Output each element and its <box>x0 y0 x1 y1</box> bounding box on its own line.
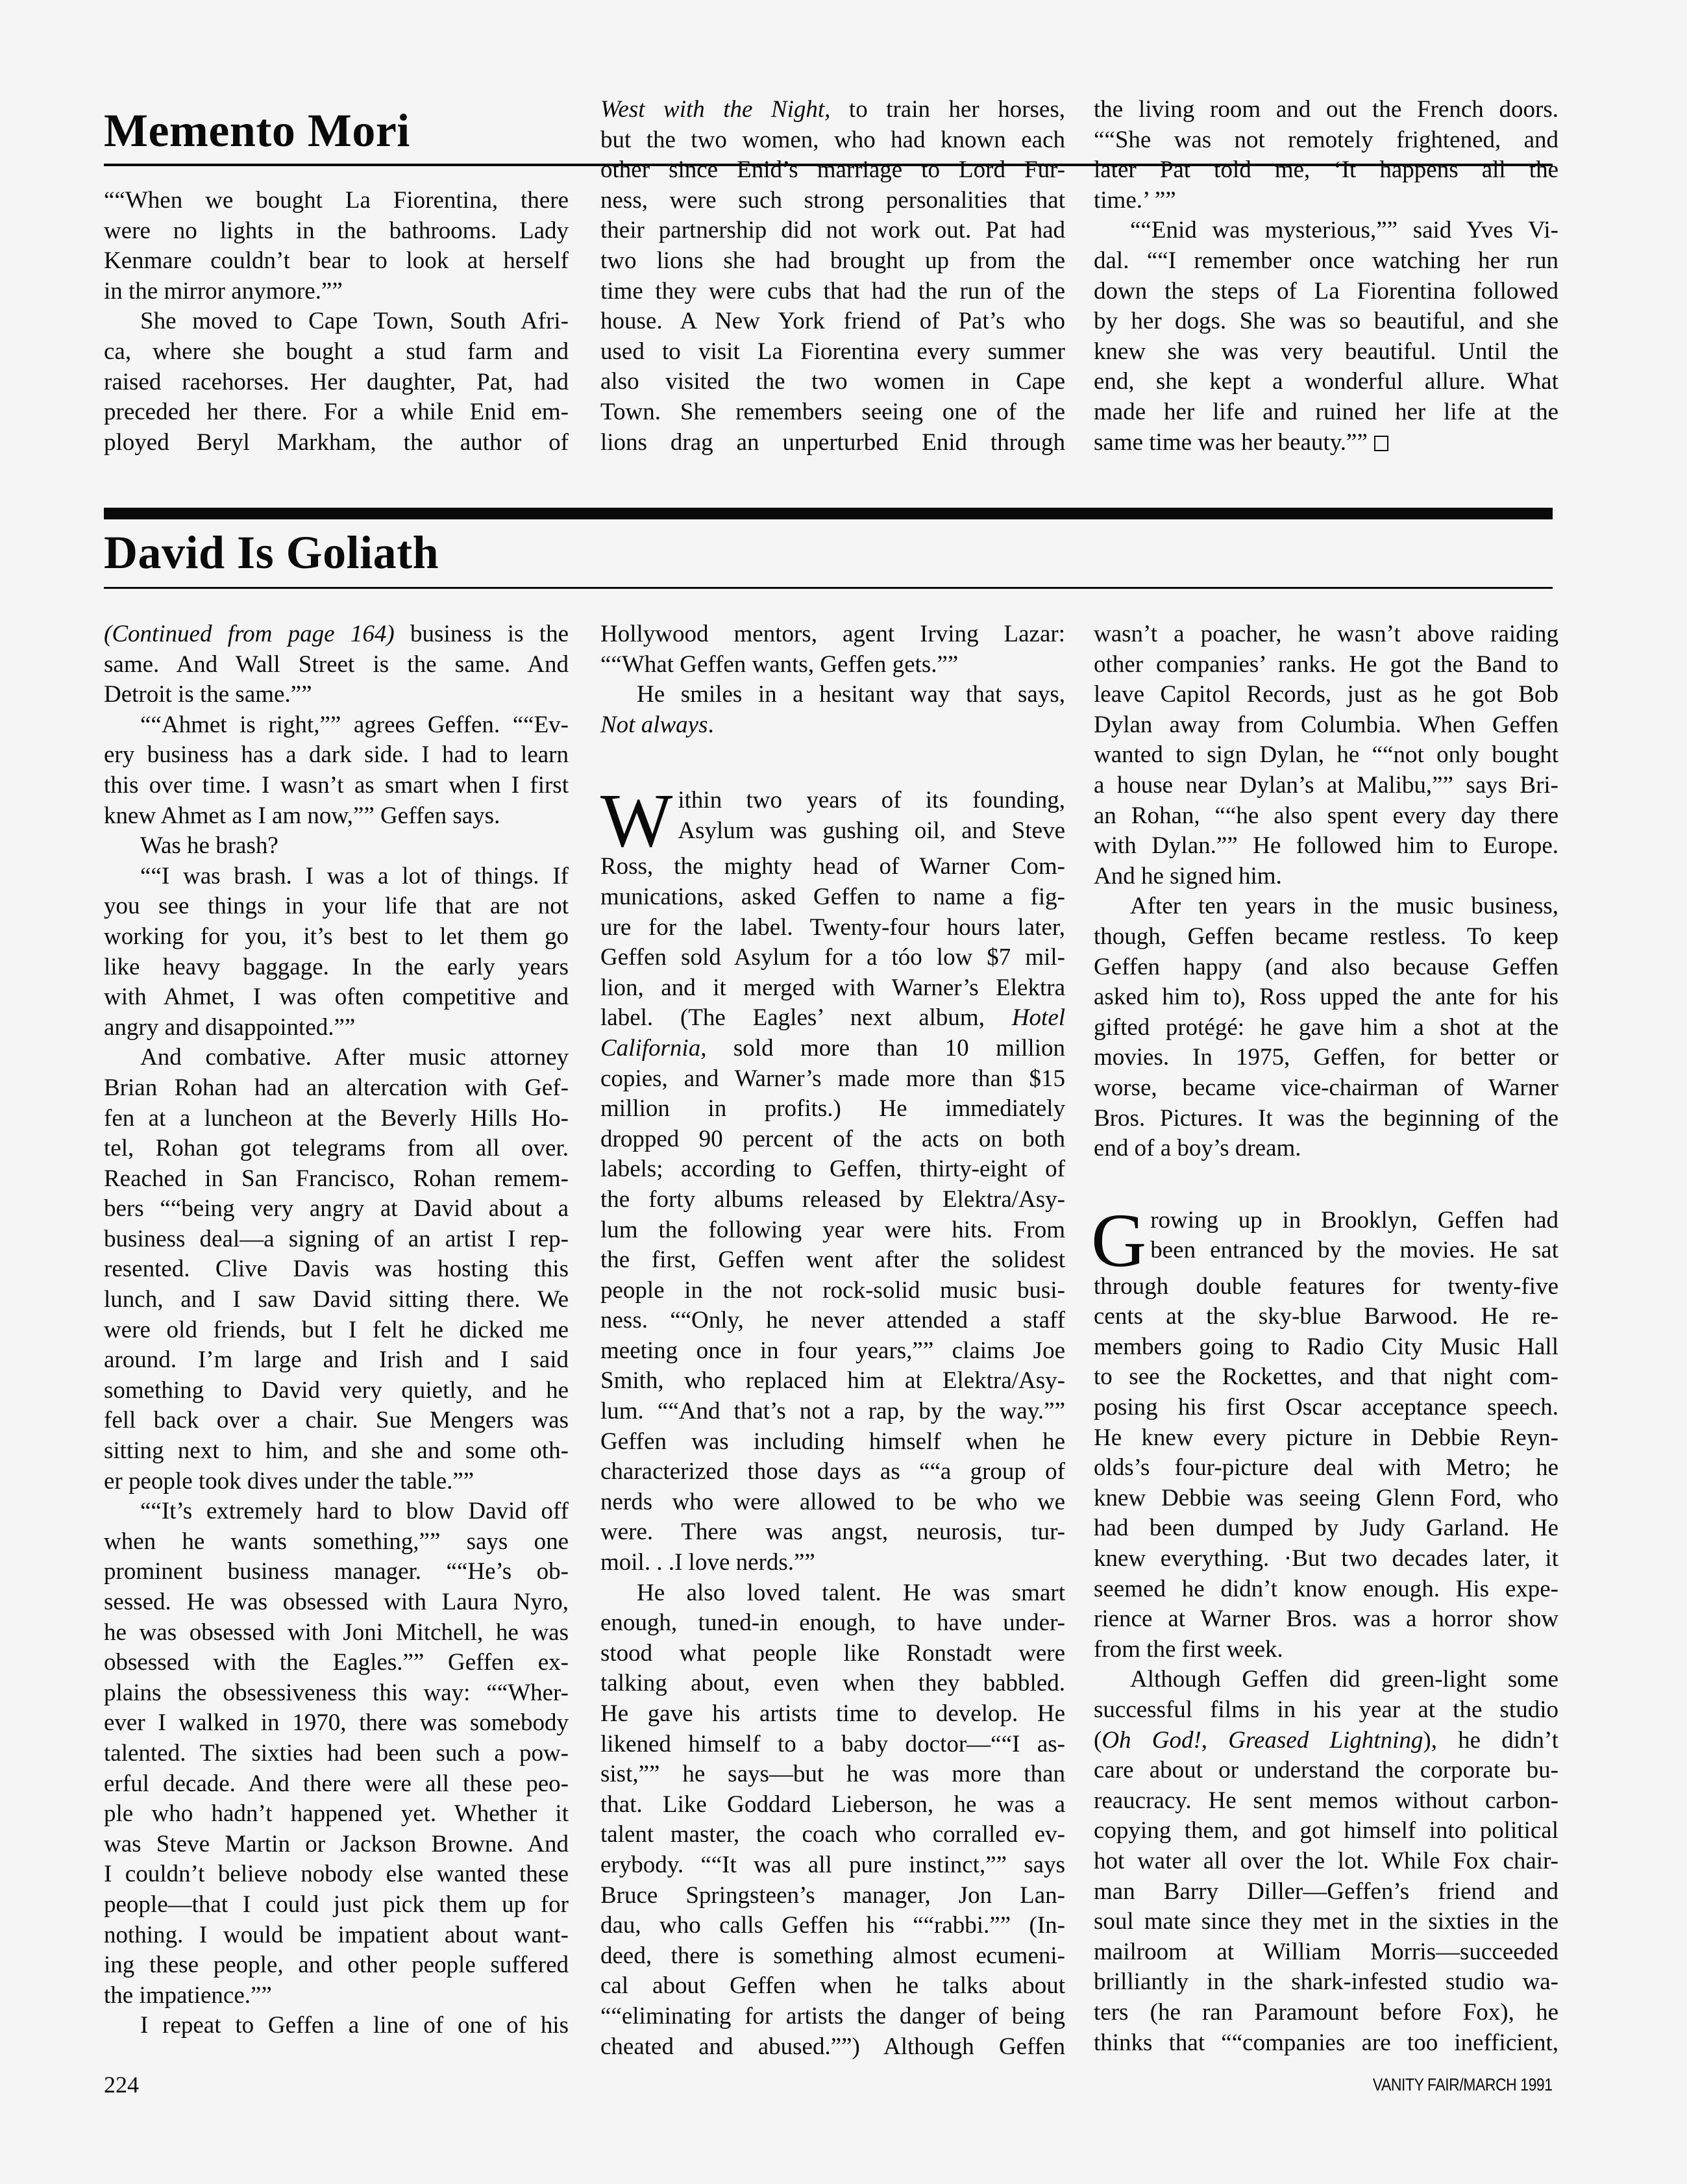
text-line: fen at a luncheon at the Beverly Hills Ho- <box>104 1104 569 1132</box>
text-line: cents at the sky-blue Barwood. He re- <box>1094 1303 1558 1330</box>
text-span: ( <box>1094 1726 1102 1754</box>
text-line: around. I’m large and Irish and I said <box>104 1346 569 1374</box>
text-line <box>1094 428 1558 458</box>
section-divider-bar <box>104 508 1553 519</box>
text-line: After ten years in the music business, <box>1130 893 1558 920</box>
book-title: West with the Night, <box>600 96 831 123</box>
text-line: thinks that ““companies are too inefficient, <box>1094 2029 1558 2056</box>
text-line: talent master, the coach who corralled ev- <box>600 1821 1065 1848</box>
text-line: And he signed him. <box>1094 862 1282 889</box>
text-line: the forty albums released by Elektra/Asy- <box>600 1185 1065 1213</box>
text-line: Town. She remembers seeing one of the <box>600 398 1065 425</box>
text-line: the impatience.”” <box>104 1981 272 2009</box>
text-line: deed, there is something almost ecumeni- <box>600 1942 1065 1969</box>
text-line: stood what people like Ronstadt were <box>600 1639 1065 1667</box>
text-line: sitting next to him, and she and some oth- <box>104 1437 569 1465</box>
memento-column-3 <box>1094 95 1558 458</box>
text-span: same time was her beauty.”” <box>1094 428 1368 456</box>
text-line: Reached in San Francisco, Rohan remem- <box>104 1165 569 1192</box>
text-line: ure for the label. Twenty-four hours later, <box>600 913 1065 941</box>
goliath-column-2 <box>600 619 1065 2062</box>
text-line: Was he brash? <box>140 832 278 860</box>
text-line: lions drag an unperturbed Enid through <box>600 428 1065 456</box>
film-title: Greased Lightning <box>1228 1726 1423 1754</box>
album-title: Hotel <box>1011 1004 1065 1032</box>
text-line: soul mate since they met in the sixties in the <box>1094 1908 1558 1935</box>
text-line: ithin two years of its founding, <box>678 787 1065 814</box>
text-line: people in the not rock-solid music busi- <box>600 1276 1065 1304</box>
text-line <box>600 1003 1065 1034</box>
article-title-memento-mori: Memento Mori <box>104 105 410 156</box>
hollow-square-end-mark-icon <box>1374 436 1388 451</box>
text-line: a house near Dylan’s at Malibu,”” says Bri- <box>1094 771 1558 799</box>
continuation-note: (Continued from page 164) <box>104 621 395 647</box>
text-line <box>600 1034 1065 1064</box>
text-line: ““It’s extremely hard to blow David off <box>140 1498 569 1525</box>
text-line: gifted protégé: he gave him a shot at the <box>1094 1013 1558 1041</box>
text-line: ple who hadn’t happened yet. Whether it <box>104 1800 569 1828</box>
text-line: been entranced by the movies. He sat <box>1150 1237 1558 1264</box>
text-span: business is the <box>394 621 569 647</box>
text-span: . <box>708 711 714 738</box>
text-line: ““eliminating for artists the danger of being <box>600 2002 1065 2029</box>
text-line: er people took dives under the table.”” <box>104 1467 474 1495</box>
publication-credit: VANITY FAIR/MARCH 1991 <box>1373 2075 1553 2094</box>
text-line: Geffen happy (and also because Geffen <box>1094 953 1558 980</box>
text-line: munications, asked Geffen to name a fig- <box>600 883 1065 910</box>
text-line <box>1094 1726 1558 1756</box>
text-line: time.’ ”” <box>1094 186 1176 214</box>
text-line: erful decade. And there were all these peo- <box>104 1770 569 1797</box>
text-line: when he wants something,”” says one <box>104 1528 569 1555</box>
page-number: 224 <box>104 2072 139 2098</box>
text-line: in the mirror anymore.”” <box>104 277 343 304</box>
text-line: working for you, it’s best to let them go <box>104 923 569 950</box>
text-line: Ross, the mighty head of Warner Com- <box>600 853 1065 880</box>
text-line: leave Capitol Records, just as he got Bob <box>1094 681 1558 708</box>
text-line: used to visit La Fiorentina every summer <box>600 338 1065 365</box>
text-line: he was obsessed with Joni Mitchell, he was <box>104 1619 569 1646</box>
text-line: angry and disappointed.”” <box>104 1013 356 1041</box>
goliath-column-3 <box>1091 619 1558 2058</box>
text-span: ), he didn’t <box>1423 1726 1558 1754</box>
text-line: ““She was not remotely frightened, and <box>1094 126 1558 153</box>
text-line: were no lights in the bathrooms. Lady <box>104 217 569 244</box>
text-line: Bruce Springsteen’s manager, Jon Lan- <box>600 1881 1065 1909</box>
text-line: house. A New York friend of Pat’s who <box>600 308 1065 335</box>
text-line: lion, and it merged with Warner’s Elektra <box>600 974 1065 1001</box>
text-line: Detroit is the same.”” <box>104 681 312 708</box>
text-line: later Pat told me, ‘It happens all the <box>1094 156 1558 184</box>
text-line: an Rohan, ““he also spent every day there <box>1094 802 1558 829</box>
text-line: made her life and ruined her life at the <box>1094 398 1558 425</box>
title-rule <box>104 587 1553 589</box>
drop-cap-letter: W <box>600 778 673 863</box>
text-line: had been dumped by Judy Garland. He <box>1094 1515 1558 1542</box>
text-line: bers ““being very angry at David about a <box>104 1195 569 1222</box>
text-line: cal about Geffen when he talks about <box>600 1972 1065 2000</box>
text-line: asked him to), Ross upped the ante for his <box>1094 984 1558 1011</box>
text-line: their partnership did not work out. Pat had <box>600 217 1065 244</box>
text-line: copies, and Warner’s made more than $15 <box>600 1065 1065 1092</box>
text-line: characterized those days as ““a group of <box>600 1458 1065 1485</box>
text-line: end, she kept a wonderful allure. What <box>1094 368 1558 395</box>
italic-phrase: Not always <box>600 711 708 738</box>
text-line: hot water all over the lot. While Fox chair- <box>1094 1847 1558 1874</box>
text-line: dal. ““I remember once watching her run <box>1094 247 1558 274</box>
drop-cap-paragraph <box>1091 1197 1558 1283</box>
text-line: something to David very quietly, and he <box>104 1376 569 1404</box>
text-line: knew she was very beautiful. Until the <box>1094 338 1558 365</box>
text-line: rowing up in Brooklyn, Geffen had <box>1150 1206 1558 1234</box>
text-line: He gave his artists time to develop. He <box>600 1700 1065 1727</box>
text-line: reaucracy. He sent memos without carbon- <box>1094 1787 1558 1814</box>
text-line: nothing. I would be impatient about want- <box>104 1921 569 1948</box>
article-title-david-is-goliath: David Is Goliath <box>104 527 439 578</box>
text-span: sold more than 10 million <box>706 1034 1065 1061</box>
film-title: Oh God! <box>1102 1726 1201 1754</box>
text-line: resented. Clive Davis was hosting this <box>104 1256 569 1283</box>
text-line: lum. ““And that’s not a rap, by the way.”” <box>600 1398 1065 1425</box>
text-line: I repeat to Geffen a line of one of his <box>140 2012 569 2039</box>
text-line: ““I was brash. I was a lot of things. If <box>140 862 569 889</box>
text-line: with Dylan.”” He followed him to Europe. <box>1094 832 1558 860</box>
goliath-column-1 <box>104 619 569 2041</box>
text-line: were. There was angst, neurosis, tur- <box>600 1519 1065 1546</box>
text-line: down the steps of La Fiorentina followed <box>1094 277 1558 304</box>
text-line: were old friends, but I felt he dicked me <box>104 1316 569 1343</box>
text-line: talented. The sixties had been such a pow- <box>104 1739 569 1767</box>
text-line: meeting once in four years,”” claims Joe <box>600 1337 1065 1364</box>
text-line: tel, Rohan got telegrams from all over. <box>104 1135 569 1162</box>
text-line: rience at Warner Bros. was a horror show <box>1094 1606 1558 1633</box>
text-line: worse, became vice-chairman of Warner <box>1094 1074 1558 1101</box>
memento-column-1 <box>104 186 569 458</box>
text-line: though, Geffen became restless. To keep <box>1094 923 1558 950</box>
text-line: Brian Rohan had an altercation with Gef- <box>104 1074 569 1101</box>
album-title: California, <box>600 1034 707 1061</box>
text-line: Geffen was including himself when he <box>600 1428 1065 1455</box>
text-line: the first, Geffen went after the solidest <box>600 1247 1065 1274</box>
text-line: time they were cubs that had the run of the <box>600 277 1065 304</box>
text-line: raised racehorses. Her daughter, Pat, had <box>104 368 569 395</box>
text-line: And combative. After music attorney <box>140 1044 569 1071</box>
text-line: sessed. He was obsessed with Laura Nyro, <box>104 1589 569 1615</box>
text-line: He also loved talent. He was smart <box>637 1579 1065 1606</box>
text-line: plains the obsessiveness this way: ““Wher- <box>104 1679 569 1706</box>
text-line: copying them, and got himself into political <box>1094 1817 1558 1844</box>
text-line: ““Enid was mysterious,”” said Yves Vi- <box>1130 217 1558 244</box>
text-line: brilliantly in the shark-infested studio wa- <box>1094 1968 1558 1996</box>
text-line: was Steve Martin or Jackson Browne. And <box>104 1830 569 1857</box>
text-line: Hollywood mentors, agent Irving Lazar: <box>600 621 1065 647</box>
text-line: enough, tuned-in enough, to have under- <box>600 1609 1065 1637</box>
text-span: label. (The Eagles’ next album, <box>600 1004 985 1032</box>
text-line: movies. In 1975, Geffen, for better or <box>1094 1044 1558 1071</box>
text-line: successful films in his year at the studio <box>1094 1696 1558 1723</box>
text-line: likened himself to a baby doctor—““I as- <box>600 1730 1065 1757</box>
text-line: He knew every picture in Debbie Reyn- <box>1094 1424 1558 1451</box>
text-line: I couldn’t believe nobody else wanted these <box>104 1861 569 1888</box>
section-gap <box>1094 1164 1558 1206</box>
text-line: through double features for twenty-five <box>1094 1272 1558 1300</box>
text-line: posing his first Oscar acceptance speech. <box>1094 1394 1558 1421</box>
text-line: to see the Rockettes, and that night com- <box>1094 1363 1558 1391</box>
text-line: you see things in your life that are not <box>104 893 569 920</box>
text-line: labels; according to Geffen, thirty-eight of <box>600 1156 1065 1183</box>
text-line: dropped 90 percent of the acts on both <box>600 1125 1065 1152</box>
text-line <box>600 95 1065 125</box>
text-line: Kenmare couldn’t bear to look at herself <box>104 247 569 275</box>
text-line: ““When we bought La Fiorentina, there <box>104 187 569 214</box>
text-line: nerds who were allowed to be who we <box>600 1488 1065 1515</box>
text-line: wanted to sign Dylan, he ““not only bought <box>1094 741 1558 769</box>
text-line: cheated and abused.””) Although Geffen <box>600 2033 1065 2060</box>
text-line: She moved to Cape Town, South Afri- <box>140 308 569 335</box>
text-line: ployed Beryl Markham, the author of <box>104 428 569 456</box>
text-line: care about or understand the corporate bu- <box>1094 1757 1558 1784</box>
text-line: ““Ahmet is right,”” agrees Geffen. ““Ev- <box>140 711 569 738</box>
text-line: that. Like Goddard Lieberson, he was a <box>600 1791 1065 1818</box>
text-line: like heavy baggage. In the early years <box>104 953 569 980</box>
text-line: people—that I could just pick them up for <box>104 1891 569 1918</box>
text-line: ness. ““Only, he never attended a staff <box>600 1307 1065 1334</box>
text-line: erybody. ““It was all pure instinct,”” says <box>600 1851 1065 1878</box>
text-line: obsessed with the Eagles.”” Geffen ex- <box>104 1649 569 1676</box>
text-line: with Ahmet, I was often competitive and <box>104 984 569 1011</box>
text-line: mailroom at William Morris—succeeded <box>1094 1938 1558 1965</box>
text-line: same. And Wall Street is the same. And <box>104 651 569 678</box>
text-line: Dylan away from Columbia. When Geffen <box>1094 711 1558 738</box>
text-line: sist,”” he says—but he was more than <box>600 1761 1065 1788</box>
text-line: ing these people, and other people suffered <box>104 1952 569 1979</box>
memento-column-2 <box>600 95 1065 458</box>
text-line: other since Enid’s marriage to Lord Fur- <box>600 156 1065 184</box>
text-line: this over time. I wasn’t as smart when I first <box>104 771 569 799</box>
text-line: knew Debbie was seeing Glenn Ford, who <box>1094 1484 1558 1511</box>
text-line: Bros. Pictures. It was the beginning of the <box>1094 1104 1558 1132</box>
text-line: also visited the two women in Cape <box>600 368 1065 395</box>
text-line: but the two women, who had known each <box>600 126 1065 153</box>
text-line: lunch, and I saw David sitting there. We <box>104 1286 569 1313</box>
text-line <box>600 710 1065 741</box>
text-line: Asylum was gushing oil, and Steve <box>678 817 1065 844</box>
text-line: Smith, who replaced him at Elektra/Asy- <box>600 1367 1065 1395</box>
text-line: seemed he didn’t know enough. His expe- <box>1094 1575 1558 1602</box>
text-line: fell back over a chair. Sue Mengers was <box>104 1407 569 1434</box>
text-line: He smiles in a hesitant way that says, <box>637 681 1065 708</box>
text-line: other companies’ ranks. He got the Band to <box>1094 651 1558 678</box>
text-line: man Barry Diller—Geffen’s friend and <box>1094 1878 1558 1905</box>
text-span: to train her horses, <box>830 96 1065 123</box>
text-line: ca, where she bought a stud farm and <box>104 338 569 365</box>
text-line: business deal—a signing of an artist I rep- <box>104 1225 569 1252</box>
text-line: two lions she had brought up from the <box>600 247 1065 274</box>
text-line: the living room and out the French doors. <box>1094 96 1558 123</box>
text-line: Although Geffen did green-light some <box>1130 1666 1558 1693</box>
text-line: knew Ahmet as I am now,”” Geffen says. <box>104 802 500 829</box>
text-line: end of a boy’s dream. <box>1094 1135 1301 1162</box>
text-line: Geffen sold Asylum for a tóo low $7 mil- <box>600 944 1065 971</box>
text-line: moil. . .I love nerds.”” <box>600 1549 815 1576</box>
text-line: talking about, even when they babbled. <box>600 1670 1065 1697</box>
drop-cap-letter: G <box>1091 1197 1147 1283</box>
text-line: ters (he ran Paramount before Fox), he <box>1094 1998 1558 2026</box>
text-line: from the first week. <box>1094 1635 1283 1663</box>
text-line: wasn’t a poacher, he wasn’t above raiding <box>1094 621 1558 647</box>
text-line: lum the following year were hits. From <box>600 1216 1065 1243</box>
text-line: dau, who calls Geffen his ““rabbi.”” (In- <box>600 1912 1065 1939</box>
text-line: olds’s four-picture deal with Metro; he <box>1094 1454 1558 1482</box>
text-line: million in profits.) He immediately <box>600 1095 1065 1123</box>
text-line: prominent business manager. ““He’s ob- <box>104 1558 569 1585</box>
text-line: ““What Geffen wants, Geffen gets.”” <box>600 651 959 678</box>
text-line: by her dogs. She was so beautiful, and she <box>1094 308 1558 335</box>
text-line: ery business has a dark side. I had to learn <box>104 741 569 769</box>
text-line: preceded her there. For a while Enid em- <box>104 399 569 426</box>
text-span: , <box>1201 1726 1229 1754</box>
text-line: knew everything. ·But two decades later, it <box>1094 1545 1558 1572</box>
drop-cap-paragraph <box>600 778 1065 863</box>
text-line <box>104 619 569 650</box>
text-line: members going to Radio City Music Hall <box>1094 1333 1558 1360</box>
text-line: ness, were such strong personalities that <box>600 186 1065 214</box>
text-line: ever I walked in 1970, there was somebody <box>104 1709 569 1737</box>
